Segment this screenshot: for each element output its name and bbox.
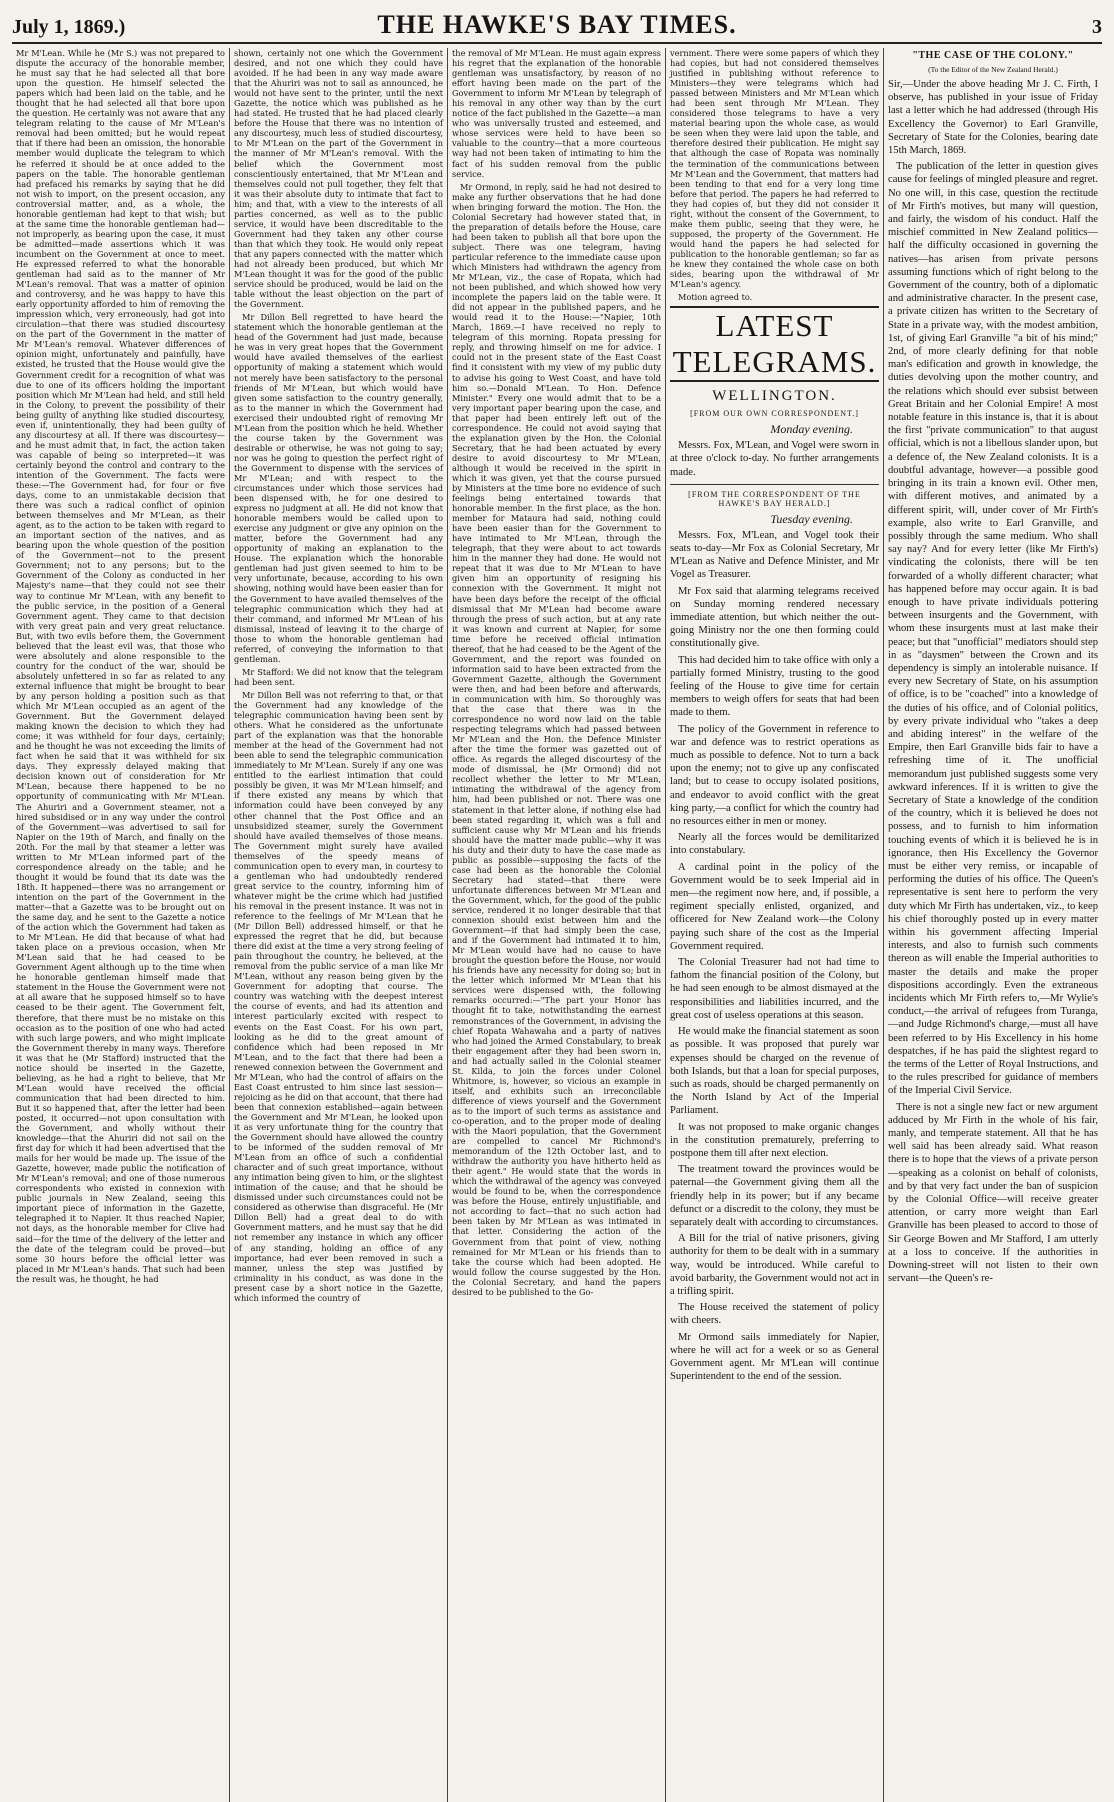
telegram-paragraph: Mr Ormond sails immediately for Napier, where he will act for a week or so as General Government agent. Mr M'Lean will continue Superintendent to the end of the session.: [670, 1331, 879, 1383]
article-paragraph: Mr Ormond, in reply, said he had not desired to make any further observations that he had done when bringing forward the motion. The Hon. the Colonial Secretary had however stated that, in the preparation of details before the House, care had been taken to publish all that bore upon the subject. There was one telegram, having particular reference to the immediate cause upon which Ministers had withdrawn the agency from Mr M'Lean, viz., the case of Ropata, which had not been published, and which showed how very incomplete the papers laid on the table were. It did not appear in the published papers, and he would read it to the House:—"Napier, 10th March, 1869.—I have received no reply to telegram of this morning. Ropata pressing for reply, and throwing himself on me for advice. I could not in the present state of the East Coast find it consistent with my view of my public duty to advise his going to West Coast, and have told him so.—Donald M'Lean. To Hon. Defence Minister." Every one would admit that to be a very important paper bearing upon the case, and that paper had been entirely left out of the correspondence. He could not avoid saying that the explanation given by the Hon. the Colonial Secretary, that he had been actuated by every desire to avoid discourtesy to Mr M'Lean, although it would be received in the spirit in which it was given, yet that the course pursued by Ministers at the time bore no evidence of such feelings being entertained towards that honorable member. In the first place, as the hon. member for Mataura had said, nothing could have been easier than for the Government to have intimated to Mr M'Lean, through the telegraph, that they were about to act towards him in the manner they had done. He would not repeat that it was due to Mr M'Lean to have given him an opportunity of resigning his connexion with the Government. It might not have been days before the receipt of the official dismissal that Mr M'Lean had become aware through the press of such action, but at any rate it was known and current at Napier, for some time before he received official intimation thereof, that he had ceased to be the Agent of the Government, and the report was founded on information said to have been extracted from the Government Gazette, although the Government were then, and had been before and afterwards, in communication with him. So thoroughly was that the case that there was in the correspondence no word now laid on the table respecting telegrams which had passed between Mr M'Lean and the Hon. the Defence Minister after the time the former was gazetted out of office. As regards the alleged discourtesy of the mode of dismissal, he (Mr Ormond) did not recollect whether the letter to Mr M'Lean, intimating the withdrawal of the agency from him, had been published or not. There was one statement in that letter alone, if nothing else had been stated regarding it, which was a full and sufficient cause why Mr M'Lean and his friends should have the matter made public—why it was his duty and their duty to have the case made as public as possible—supposing the facts of the case had been as the honorable the Colonial Secretary had stated—that there were unfortunate differences between Mr M'Lean and the Government, which, for the good of the public service, rendered it no longer desirable that that connexion should exist between him and the Government—if that had simply been the case, and if the Government had intimated it to him, Mr M'Lean would have had no cause to have brought the question before the House, nor would his friends have any necessity for doing so; but in the letter which informed Mr M'Lean that his services were dispensed with, the following remarks occurred:—"The part your Honor has thought fit to take, notwithstanding the earnest remonstrances of the Government, in advising the chief Ropata Wahawaha and a party of natives who had joined the Armed Constabulary, to break their engagement after they had been sworn in, and had actually sailed in the Colonial steamer St. Kilda, to join the forces under Colonel Whitmore, is, however, so vicious an example in itself, and exhibits such an irreconcilable difference of views yourself and the Government as to the import of such terms as assistance and co-operation, and to the proper mode of dealing with the Maori population, that the Government are compelled to cancel Mr Richmond's memorandum of the 12th October last, and to withdraw the authority you have hitherto held as their agent." He would state that the words in which the withdrawal of the agency was conveyed would be found to be, when the correspondence was before the House, entirely unjustifiable, and not according to fact—that no such action had been taken by Mr M'Lean as was intimated in that letter. Considering the action of the Government from that point of view, nothing remained for Mr M'Lean or his friends than to take the course which had been adopted. He would follow the course suggested by the Hon. the Colonial Secretary, and hand the papers desired to be published to the Go-: [452, 181, 662, 1297]
day-line: Tuesday evening.: [770, 511, 853, 526]
column-3: [448, 48, 666, 1802]
telegram-paragraph: A Bill for the trial of native prisoners, giving authority for them to be dealt with in a summary way, would be introduced. While careful to avoid barbarity, the Government would not act in a trifling spirit.: [670, 1233, 879, 1297]
telegram-paragraph: A cardinal point in the policy of the Government would be to seek Imperial aid in men—the regiment now here, and, if possible, a regiment specially enlisted, organized, and officered for New Zealand work—the Colony paying such share of the cost as the Imperial Government required.: [670, 861, 879, 952]
letter-addressee: (To the Editor of the New Zealand Herald.): [928, 65, 1058, 74]
masthead: [12, 10, 1102, 44]
telegram-paragraph: The policy of the Government in reference to war and defence was to restrict operations as much as possible to defence. Not to turn a back upon the enemy; not to give up any confiscated land; but to cease to occupy isolated positions, and endeavor to avoid conflict with the great king party,—a conflict for which the country had no resources either in men or money.: [670, 723, 879, 828]
telegram-paragraph: It was not proposed to make organic changes in the constitution prematurely, preferring to postpone them till after next election.: [670, 1121, 879, 1159]
column-1: [12, 48, 230, 1802]
letter-paragraph: The publication of the letter in question gives cause for feelings of mingled pleasure and regret. No one will, in this case, question the rectitude of Mr Firth's motives, but many will question, and fairly, the wisdom of his conduct. Half the mischief committed in New Zealand politics—half the difficulty occasioned in governing the natives—has arisen from private persons assuming functions which of right belong to the Government of the country, both of a diplomatic and administrative character. In the present case, a private citizen has written to the Secretary of State in a private way, with the modest ambition, 1st, of giving Earl Granville "a bit of his mind;" 2nd, of more clearly defining for that noble man's edification and growth in knowledge, the duties devolving upon the mother country, and the relations which should ever subsist between Great Britain and her Colonial Empire! A most notable feature in this instance is, that it is about the first "private communication" to that august official, which is not a libellous slander upon, but a defence of, the New Zealand colonists. It is a doubtful advantage, however—a possible good bringing in its train a known evil. Other men, with different motives, and animated by a different spirit, will, under cover of Mr Firth's example, also write to Earl Granville, and possibly through the same medium. Who shall say nay? And for every letter (like Mr Firth's) vindicating the colonists, there will be ten forwarded of a wholly different character; what has happened before may occur again. It is bad enough to have private individuals pottering between insurgents and the Government, with whom these insurgents must at last make their peace; but that "unofficial" mediators should step in as "daysmen" between the Crown and its dependency is simply an intolerable nuisance. If every new Secretary of State, on his assumption of office, is to be "coached" into a knowledge of the duties of his office, and of Colonial politics, by every private individual who "takes a deep and abiding interest" in the welfare of the Empire, then Earl Granville bids fair to have a refreshing time of it. The unofficial memorandum just published suggests some very awkward inferences. If it is written to give the Secretary of State a knowledge of the condition of the country, which it is believed he does not possess, and to furnish to him information touching events of which it is believed he is in ignorance, then His Excellency the Governor must be either very remiss, or incapable of performing the duties of his office. The Queen's representative is sent here to perform the very duty which Mr Firth has undertaken, viz., to keep his chief thoroughly posted up in every matter within his government affecting Imperial interests, and also to furnish such comments thereon as will enable the Imperial authorities to master the details and make the proper dispositions accordingly. Even the extraneous incidents which Mr Firth refers to,—Mr Wylie's conduct,—the arrival of refugees from Turanga,—and Judge Richmond's charge,—must all have been referred to by His Excellency in his home despatches, if he has paid the slightest regard to the terms of the Letter of Royal Instructions, and to the rules prescribed for guidance of members of the Imperial Civil Service.: [888, 161, 1098, 1097]
telegram-paragraph: The House received the statement of policy with cheers.: [670, 1302, 879, 1327]
page-number: 3: [1092, 16, 1102, 38]
correspondent-credit: [FROM OUR OWN CORRESPONDENT.]: [690, 409, 859, 419]
article-paragraph: Mr M'Lean. While he (Mr S.) was not prepared to dispute the accuracy of the honorable member, he must say that he had selected all that bore upon the question. He himself selected the papers which had been laid on the table, and he thought that he had selected all that bore upon the question. He certainly was not aware that any telegram relating to the cause of Mr M'Lean's removal had been omitted; but he would repeat that if there had been an omission, the honorable member would duplicate the telegram to which he referred it should be at once added to the papers on the table. The honorable gentleman had prefaced his remarks by saying that he did not wish to import, on the present occasion, any controversial matter, and, as a whole, the honorable gentleman had kept to that wish; but at the same time the honorable gentleman had—not improperly, as bearing upon the case, it must be admitted—made assertions which it was incumbent on the Government at once to meet. He expressed referred to what the honorable gentleman had said as to the manner of Mr M'Lean's removal. That was a matter of opinion and controversy, and he was happy to have this early opportunity afforded to him of removing the impression which, very erroneously, had got into circulation—that there was studied discourtesy on the part of the Government in the matter of Mr M'Lean's removal. Whatever differences of opinion might, unfortunately and painfully, have existed, he trusted that the House would give the Government credit for a recognition of what was due to one of its officers holding the important position which Mr M'Lean had held, and still held in the Colony, to prevent the possibility of their being guilty of anything like studied discourtesy, even if, unintentionally, they had been guilty of any discourtesy at all. If there was discourtesy—and he must admit that, in fact, the action taken was capable of being so interpreted—it was certainly beyond the control and contrary to the intention of the Government. The facts were these:—The Government had, for four or five days, come to an unmistakable decision that there was such a radical conflict of opinion between themselves and Mr M'Lean, as their agent, as to the action to be taken with regard to an important section of the natives, and as bearing upon the whole question of the position of the Government—not to the present Government; not to any persons; but to the Government of the Colony as conducted in her Majesty's name—that they could not see their way to continue Mr M'Lean, with any benefit to the public service, in the position of a General Government agent. They came to that decision with very great pain and very great reluctance. But, with two evils before them, the Government believed that the least evil was, that those who were absolutely and alone responsible to the country for the conduct of the war, should be absolutely unfettered in so far as related to any external influence that might be brought to bear by any person holding a position such as that which Mr M'Lean occupied as an agent of the Government. But the Government delayed making known the decision to which they had come; it was withheld for four days, certainly; and he thought he was not exceeding the limits of fact when he said that it was withheld for six days. They expressly delayed making that decision known out of consideration for Mr M'Lean, because there happened to be no opportunity of communicating with Mr M'Lean. The Ahuriri and a Government steamer, not a hired subsidised or in any way under the control of the Government—was advertised to sail for Napier on the 19th of March, and finally on the 20th. For the mail by that steamer a letter was written to Mr M'Lean informed part of the correspondence already on the table; and he thought it would be found that its date was the 18th. It happened—there was no arrangement or intention on the part of the Government in the matter—that a Gazette was to be brought out on the same day, and he sent to the Gazette a notice of the action which the Government had taken as to Mr M'Lean. He did that because of what had taken place on a previous occasion, when Mr M'Lean said that he had ceased to be Government Agent although up to the time when he honorable gentleman himself made that statement in the House the Government were not at all aware that he supposed himself so to have ceased to be their agent. The Government felt, therefore, that there must be no mistake on this occasion as to the position of one who had acted with such large powers, and who might implicate the Government thereby in many ways. Therefore it was that he (Mr Stafford) instructed that the notice should be inserted in the Gazette, believing, as he had a right to believe, that Mr M'Lean would have received the official communication that had been directed to him. But it so happened that, after the letter had been posted, it occurred—not upon consultation with the Government, and wholly without their knowledge—that the Ahuriri did not sail on the first day for which it had been advertised that the mails for her would be made up. The issue of the Gazette, however, made public the notification of Mr M'Lean's removal; and one of those numerous correspondents who existed in connexion with public journals in New Zealand, seeing this important piece of information in the Gazette, telegraphed it to Napier. It thus reached Napier, not days, as the honorable member for Clive had said—for the time of the delivery of the letter and the date of the telegram could be proved—but some 30 hours before the official letter was placed in Mr M'Lean's hands. That such had been the result was, he thought, he had: [16, 48, 225, 1284]
article-columns: [12, 48, 1102, 1802]
telegram-paragraph: Messrs. Fox, M'Lean, and Vogel were sworn in at three o'clock to-day. No further arrangements made.: [670, 440, 879, 478]
telegram-paragraph: Nearly all the forces would be demilitarized into constabulary.: [670, 832, 879, 857]
telegram-paragraph: Mr Fox said that alarming telegrams received on Sunday morning rendered necessary immediate attention, but which neither the out-going Ministry nor the one then forming could constitutionally give.: [670, 585, 879, 650]
day-line: Monday evening.: [770, 422, 853, 437]
article-paragraph: shown, certainly not one which the Government desired, and not one which they could have avoided. If he had been in any way made aware that the Ahuriri was not to sail as announced, he would not have sent to the printer, until the next Gazette, the notice which was published as he had stated. He trusted that he had placed clearly before the House that there was no intention of any discourtesy, much less of studied discourtesy, to Mr M'Lean on the part of the Government in the manner of Mr M'Lean's removal. With the belief which the Government most conscientiously entertained, that Mr M'Lean and themselves could not pull together, they felt that it was their absolute duty to intimate that fact to him; and that, with a view to the interests of all parties concerned, as well as to the public service, it would have been discreditable to the Government had they taken any other course than that which they took. He would only repeat that any papers connected with the matter which had not already been produced, but which Mr M'Lean thought it was for the good of the public service should be produced, would be laid on the table without the least objection on the part of the Government.: [234, 48, 443, 310]
section-title-latest-telegrams: LATEST TELEGRAMS.: [670, 306, 879, 382]
article-paragraph: the removal of Mr M'Lean. He must again express his regret that the explanation of the honorable gentleman was unsatisfactory, by reason of no effort having been made on the part of the Government to inform Mr M'Lean by telegraph of his removal in any other way than by the curt notice of the fact published in the Gazette—a man who was universally trusted and esteemed, and whose services were held to have been so valuable to the country—that a more courteous way had not been taken of intimating to him the fact of his sudden removal from the public service.: [452, 48, 662, 179]
telegram-paragraph: Messrs. Fox, M'Lean, and Vogel took their seats to-day—Mr Fox as Colonial Secretary, Mr M'Lean as Native and Defence Minister, and Mr Vogel as Treasurer.: [670, 529, 879, 581]
telegram-paragraph: The Colonial Treasurer had not had time to fathom the financial position of the Colony, but he had seen enough to be almost dismayed at the responsibilities and liabilities incurred, and the great cost of useless operations at this season.: [670, 957, 879, 1021]
telegram-paragraph: He would make the financial statement as soon as possible. It was proposed that purely war expenses should be charged on the revenue of both Islands, but that a loan for special purposes, such as roads, should be charged permanently on the North Island by Act of the Imperial Parliament.: [670, 1026, 879, 1117]
correspondent-credit: [FROM THE CORRESPONDENT OF THE HAWKE'S BAY HERALD.]: [688, 489, 861, 508]
article-paragraph: Mr Stafford: We did not know that the telegram had been sent.: [234, 666, 443, 687]
telegram-block-1: [670, 439, 879, 479]
letter-paragraph: There is not a single new fact or new argument adduced by Mr Firth in the whole of his fair, manly, and temperate statement. All that he has well said has been already said. What reason there is to hope that the views of a private person—speaking as a colonist on behalf of colonists, and by that very fact under the ban of suspicion by the Colonial Office—will receive greater attention, or carry more weight than Earl Granville has been pleased to accord to those of Sir George Bowen and Mr Stafford, I am utterly at a loss to conceive. If the authorities in Downing-street will not listen to their own servant—the Queen's re-: [888, 1101, 1098, 1285]
article-paragraph: vernment. There were some papers of which they had copies, but had not considered themselves justified in publishing without reference to Ministers—they were telegrams which had passed between Ministers and Mr M'Lean which had been sent through Mr M'Lean. They considered those telegrams to have a very material bearing upon the whole case, as would be seen when they were laid upon the table, and therefore desired their publication. He might say that although the case of Ropata was nominally the termination of the communications between Mr M'Lean and the Government, that matters had been tending to that end for a very long time before that period. The papers he had referred to they had copies of, but they did not consider it right, without the consent of the Government, to make them public, seeing that they were, he supposed, the property of the Government. He would hand the papers he had selected for publication to the honorable gentleman; so far as he knew they contained the whole case on both sides, bearing upon the withdrawal of Mr M'Lean's agency.: [670, 48, 879, 290]
column-4: [666, 48, 884, 1802]
newspaper-title: THE HAWKE'S BAY TIMES.: [377, 10, 737, 39]
letter-paragraph: Sir,—Under the above heading Mr J. C. Firth, I observe, has published in your issue of Friday last a letter which he had addressed (through His Excellency the Governor) to Earl Granville, Secretary of State for the Colonies, bearing date 15th March, 1869.: [888, 79, 1098, 157]
telegram-paragraph: The treatment toward the provinces would be paternal—the Government giving them all the friendly help in its power; but if any became defunct or a discredit to the colony, they must be separately dealt with according to circumstances.: [670, 1164, 879, 1228]
article-paragraph: Mr Dillon Bell was not referring to that, or that the Government had any knowledge of the telegraphic communication having been sent by others. What he considered as the unfortunate part of the explanation was that the honorable member at the head of the Government had not been able to send the telegraphic communication immediately to Mr M'Lean. Surely if any one was entitled to the earliest intimation that could possibly be given, it was Mr M'Lean himself; and if there existed any means by which that information could have been conveyed by any other channel that the Post Office and an unsubsidized steamer, surely the Government should have availed themselves of those means. The Government might surely have availed themselves of the speedy means of communication open to every man, in courtesy to a gentleman who had undoubtedly rendered great service to the country, informing him of whatever might be the crime which had justified his removal in the present instance. It was not in reference to the feelings of Mr M'Lean that he (Mr Dillon Bell) addressed himself, or that he expressed the regret that he did, but because there did exist at the time a very strong feeling of pain throughout the country, he believed, at the removal from the public service of a man like Mr M'Lean, without any reason being given by the Government for adopting that course. The country was watching with the deepest interest the course of events, and had its attention and interest particularly excited with respect to events on the East Coast. For his own part, looking as he did to the great amount of confidence which had been reposed in Mr M'Lean, and to the fact that there had been a renewed connexion between the Government and Mr M'Lean, who had the control of affairs on the East Coast entrusted to him since last session—rejoicing as he did on that account, that there had been that connexion established—again between the Government and Mr M'Lean, he looked upon it as very unfortunate thing for the country that the Government should have allowed the country to be informed of the sudden removal of Mr M'Lean from an office of such a confidential character and of such great importance, without any intimation being given to him, or the slightest intimation of the cause; and that he should be dismissed under such circumstances could not be considered as otherwise than disgraceful. He (Mr Dillon Bell) had a great deal to do with Government matters, and he must say that he did not remember any instance in which any officer of any standing, holding an office of any importance, had ever been removed in such a manner, unless the step was justified by criminality in his conduct, as was done in the present case by a short notice in the Gazette, which informed the country of: [234, 689, 443, 1303]
telegram-paragraph: This had decided him to take office with only a partially formed Ministry, trusting to the good feeling of the House to give time for certain members to weigh offers for seats that had been made to them.: [670, 654, 879, 719]
column-2: [230, 48, 448, 1802]
dateline: WELLINGTON.: [712, 388, 837, 405]
article-paragraph: Motion agreed to.: [678, 292, 753, 303]
article-paragraph: Mr Dillon Bell regretted to have heard the statement which the honorable gentleman at the head of the Government had just made, because he was in very great hopes that the Government would have availed themselves of the earliest opportunity of making a statement which would not merely have been satisfactory to the personal friends of Mr M'Lean, but which would have given some satisfaction to the country generally, as to the manner in which the Government had exercised their undoubted right of removing Mr M'Lean from the position which he held. Whether the course taken by the Government was desirable or otherwise, he was not going to say; nor was he going to question the perfect right of the Government to dispense with the services of Mr M'Lean; and with respect to the circumstances under which those services had been dispensed with, he for one desired to express no judgment at all. He did not know that honorable members would be called upon to exercise any judgment or give any opinion on the matter, before the Government had any opportunity of making an explanation to the House. The explanation which the honorable gentleman had just given seemed to him to be very unfortunate, because, according to his own showing, nothing would have been easier than for the Government to have availed themselves of the telegraphic communication which they had at their command, and informed Mr M'Lean of his dismissal, instead of leaving it to the charge of those to whom the honorable gentleman had referred, of conveying the information to that gentleman.: [234, 312, 443, 664]
telegram-block-2: [670, 529, 879, 1384]
letter-body: [888, 78, 1098, 1285]
issue-date: July 1, 1869.): [12, 16, 126, 38]
divider: [670, 484, 879, 485]
column-5: [884, 48, 1102, 1802]
letter-title: "THE CASE OF THE COLONY.": [912, 50, 1074, 61]
